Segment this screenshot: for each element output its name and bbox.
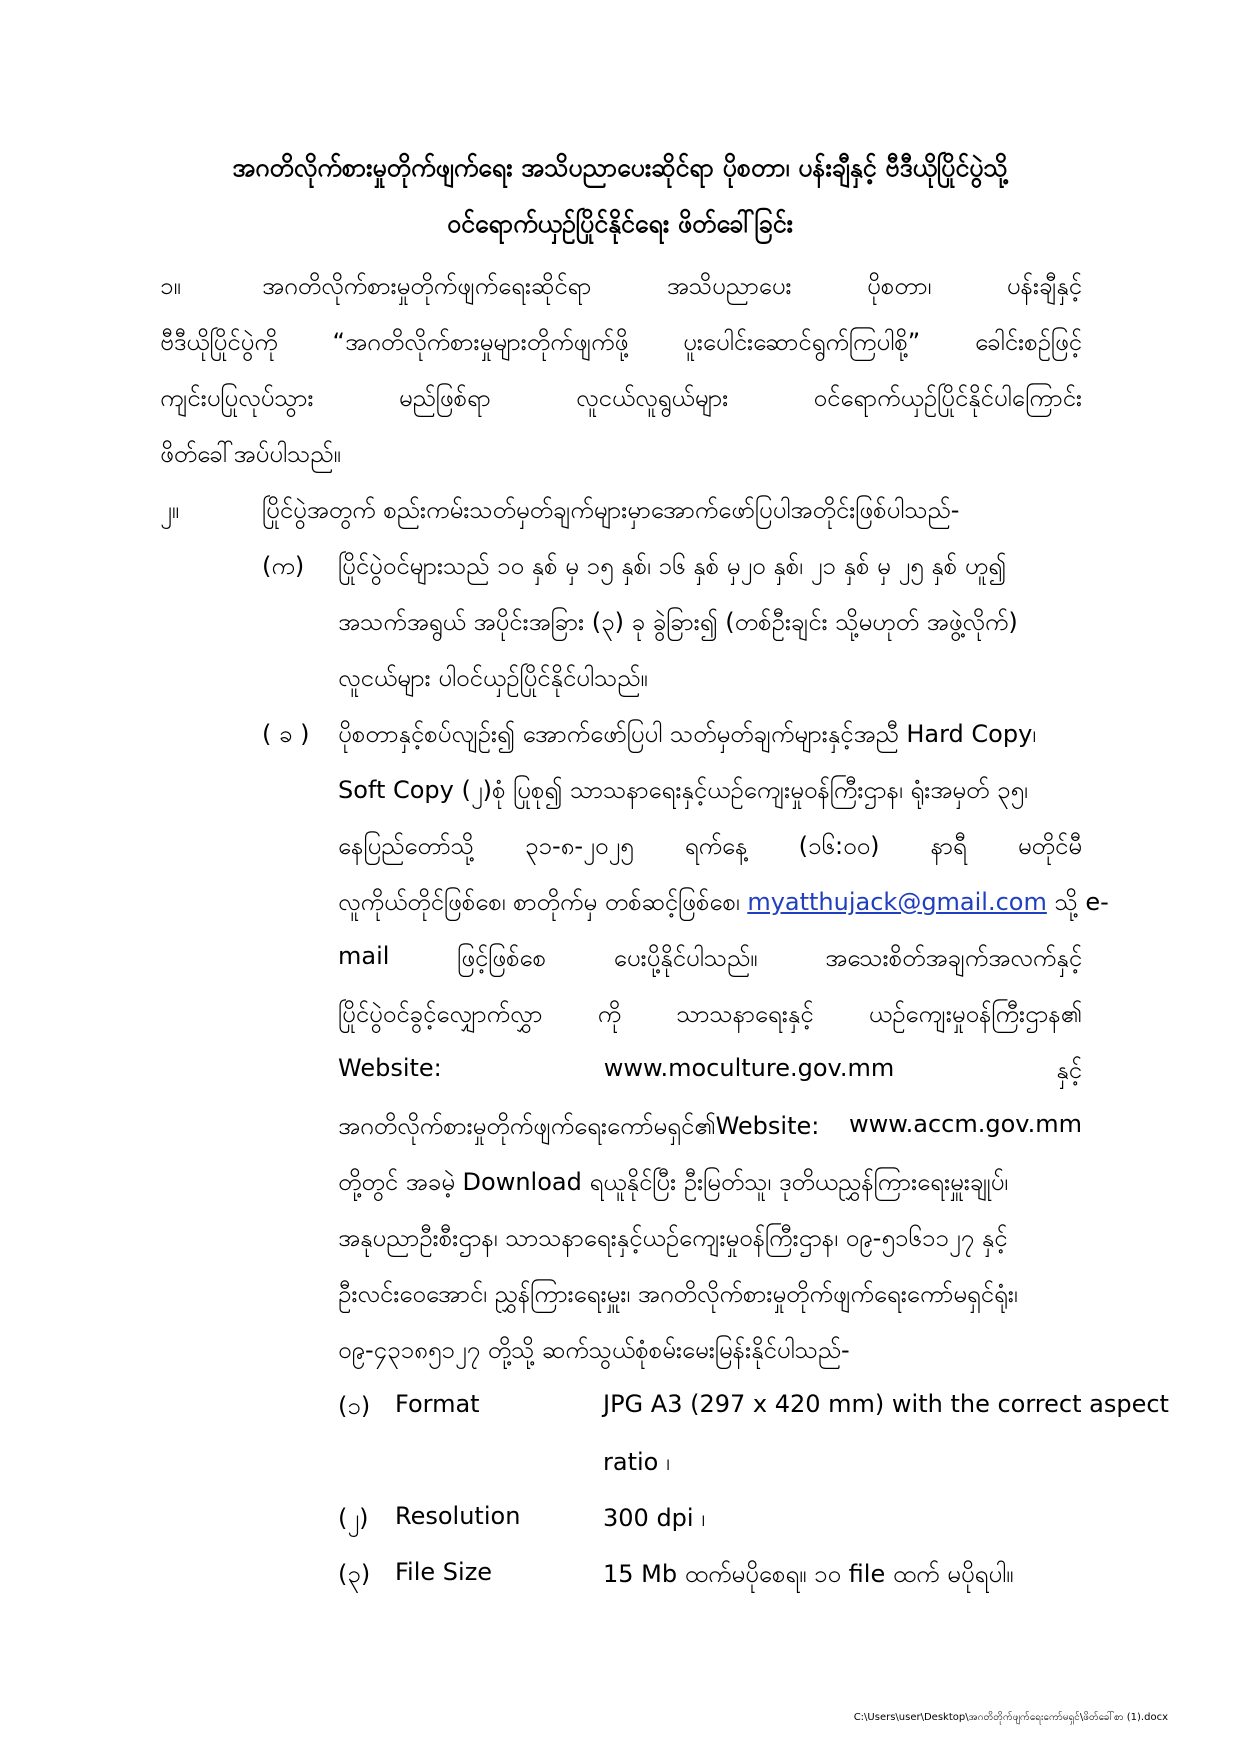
spec-number: (၂) xyxy=(338,1504,369,1532)
item-kha-word: ယဉ်ကျေးမှုဝန်ကြီးဌာန၏ xyxy=(868,1000,1082,1028)
para2-number: ၂။ xyxy=(160,496,180,524)
item-kha-line-1: ပိုစတာနှင့်စပ်လျဉ်း၍ အောက်ဖော်ပြပါ သတ်မှတ်ချက်များနှင့်အညီ Hard Copy၊ xyxy=(338,720,1037,748)
item-kha-word: နေပြည်တော်သို့ xyxy=(338,832,474,860)
para1-word: အဂတိလိုက်စားမှုတိုက်ဖျက်ရေးဆိုင်ရာ xyxy=(262,272,592,300)
item-ka-line-1: ပြိုင်ပွဲဝင်များသည် ၁၀ နှစ် မှ ၁၅ နှစ်၊ ၁၆ နှစ် မှ၂၀ နှစ်၊ ၂၁ နှစ် မှ ၂၅ နှစ် ဟူ၍ xyxy=(338,552,1007,580)
item-kha-word: အဂတိလိုက်စားမှုတိုက်ဖျက်ရေးကော်မရှင်၏Website: xyxy=(338,1112,820,1140)
para1-word: ပန်းချီနှင့် xyxy=(1006,272,1082,300)
item-kha-line-9: တို့တွင် အခမဲ့ Download ရယူနိုင်ပြီး ဦးမြတ်သူ၊ ဒုတိယညွှန်ကြားရေးမှူးချုပ်၊ xyxy=(338,1168,1009,1196)
item-kha-word: mail xyxy=(338,942,390,970)
item-kha-line-4-pre: လူကိုယ်တိုင်ဖြစ်စေ၊ စာတိုက်မှ တစ်ဆင့်ဖြစ်စေ၊ xyxy=(338,888,748,916)
item-ka-line-3: လူငယ်များ ပါဝင်ယှဉ်ပြိုင်နိုင်ပါသည်။ xyxy=(338,664,648,692)
item-ka-label: (က) xyxy=(262,552,305,580)
spec-value-format-cont: ratio ၊ xyxy=(603,1448,670,1476)
item-kha-word: ရက်နေ့ xyxy=(684,832,748,860)
para1-word: ပူးပေါင်းဆောင်ရွက်ကြပါစို့” xyxy=(683,328,921,356)
item-kha-line-11: ဦးလင်းဝေအောင်၊ ညွှန်ကြားရေးမှူး၊ အဂတိလိုက်စားမှုတိုက်ဖျက်ရေးကော်မရှင်ရုံး၊ xyxy=(338,1280,1018,1308)
item-kha-line-5 xyxy=(338,942,1082,978)
item-kha-word: ၃၁-၈-၂၀၂၅ xyxy=(525,832,634,860)
para1-word: ကျင်းပပြုလုပ်သွား xyxy=(160,384,314,412)
item-kha-word: ပြိုင်ပွဲဝင်ခွင့်လျှောက်လွှာ xyxy=(338,1000,543,1028)
item-kha-word: Website: xyxy=(338,1054,442,1082)
item-ka-line-2: အသက်အရွယ် အပိုင်းအခြား (၃) ခု ခွဲခြား၍ (တစ်ဦးချင်း သို့မဟုတ် အဖွဲ့လိုက်) xyxy=(338,608,1018,636)
item-kha-line-3 xyxy=(338,830,1082,866)
item-kha-line-6 xyxy=(338,998,1082,1034)
title-line-1: အဂတိလိုက်စားမှုတိုက်ဖျက်ရေး အသိပညာပေးဆိုင်ရာ ပိုစတာ၊ ပန်းချီနှင့် ဗီဒီယိုပြိုင်ပွဲသို့ xyxy=(232,153,1008,182)
website-moculture: www.moculture.gov.mm xyxy=(603,1054,895,1082)
spec-key-file-size: File Size xyxy=(395,1558,493,1586)
item-kha-line-8 xyxy=(338,1110,1082,1146)
para1-line-4: ဖိတ်ခေါ်အပ်ပါသည်။ xyxy=(160,440,341,468)
para1-word: အသိပညာပေး xyxy=(666,272,792,300)
para1-word: ပိုစတာ၊ xyxy=(867,272,932,300)
spec-number: (၁) xyxy=(338,1392,371,1420)
item-kha-word: နာရီ xyxy=(930,832,967,860)
item-kha-line-12: ၀၉-၄၃၁၈၅၁၂၇ တို့သို့ ဆက်သွယ်စုံစမ်းမေးမြန်းနိုင်ပါသည်- xyxy=(338,1336,850,1364)
spec-value-file-size: 15 Mb ထက်မပိုစေရ။ ၁၀ file ထက် မပိုရပါ။ xyxy=(603,1560,1014,1588)
para2-intro: ပြိုင်ပွဲအတွက် စည်းကမ်းသတ်မှတ်ချက်များမှာအောက်ဖော်ပြပါအတိုင်းဖြစ်ပါသည်- xyxy=(262,496,960,524)
spec-value-resolution: 300 dpi ၊ xyxy=(603,1504,705,1532)
item-kha-line-2: Soft Copy (၂)စုံ ပြုစု၍ သာသနာရေးနှင့်ယဉ်ကျေးမှုဝန်ကြီးဌာန၊ ရုံးအမှတ် ၃၅၊ xyxy=(338,776,1028,804)
spec-number: (၃) xyxy=(338,1560,371,1588)
para1-word: လူငယ်လူရွယ်များ xyxy=(576,384,729,412)
para1-word: “အဂတိလိုက်စားမှုများတိုက်ဖျက်ဖို့ xyxy=(332,328,629,356)
item-kha-word: ပေးပို့နိုင်ပါသည်။ xyxy=(613,944,758,972)
item-kha-word: ကို xyxy=(597,1000,622,1028)
item-kha-line-4-post: သို့ e- xyxy=(1046,888,1109,916)
item-kha-word: သာသနာရေးနှင့် xyxy=(676,1000,814,1028)
item-kha-line-7 xyxy=(338,1054,1082,1090)
item-kha-word: နှင့် xyxy=(1056,1056,1082,1084)
para1-line-3 xyxy=(160,382,1082,418)
item-kha-word: (၁၆:၀၀) xyxy=(798,832,880,860)
title-line-2: ဝင်ရောက်ယှဉ်ပြိုင်နိုင်ရေး ဖိတ်ခေါ်ခြင်း xyxy=(447,209,793,238)
footer-file-path: C:\Users\user\Desktop\အဂတိတိုက်ဖျက်ရေးကော်မရှင်\ဖိတ်ခေါ်စာ (1).docx xyxy=(853,1712,1168,1723)
website-accm: www.accm.gov.mm xyxy=(848,1110,1082,1138)
email-link[interactable]: myatthujack@gmail.com xyxy=(747,888,1047,916)
para1-number: ၁။ xyxy=(160,272,181,300)
spec-key-resolution: Resolution xyxy=(395,1502,521,1530)
para1-word: မည်ဖြစ်ရာ xyxy=(398,384,491,412)
item-kha-word: အသေးစိတ်အချက်အလက်နှင့် xyxy=(825,944,1082,972)
item-kha-word: ဖြင့်ဖြစ်စေ xyxy=(457,944,546,972)
spec-value-format: JPG A3 (297 x 420 mm) with the correct aspect xyxy=(603,1390,1169,1418)
para1-line-1 xyxy=(262,270,1082,306)
spec-key-format: Format xyxy=(395,1390,480,1418)
para1-word: ဗီဒီယိုပြိုင်ပွဲကို xyxy=(160,328,278,356)
item-kha-word: မတိုင်မီ xyxy=(1017,832,1082,860)
item-kha-line-4 xyxy=(338,886,1109,922)
item-kha-line-10: အနုပညာဦးစီးဌာန၊ သာသနာရေးနှင့်ယဉ်ကျေးမှုဝန်ကြီးဌာန၊ ၀၉-၅၁၆၁၁၂၇ နှင့် xyxy=(338,1224,1008,1252)
para1-line-2 xyxy=(160,326,1082,362)
para1-word: ခေါင်းစဉ်ဖြင့် xyxy=(974,328,1082,356)
para1-word: ဝင်ရောက်ယှဉ်ပြိုင်နိုင်ပါကြောင်း xyxy=(813,384,1082,412)
item-kha-label: ( ခ ) xyxy=(262,720,310,748)
